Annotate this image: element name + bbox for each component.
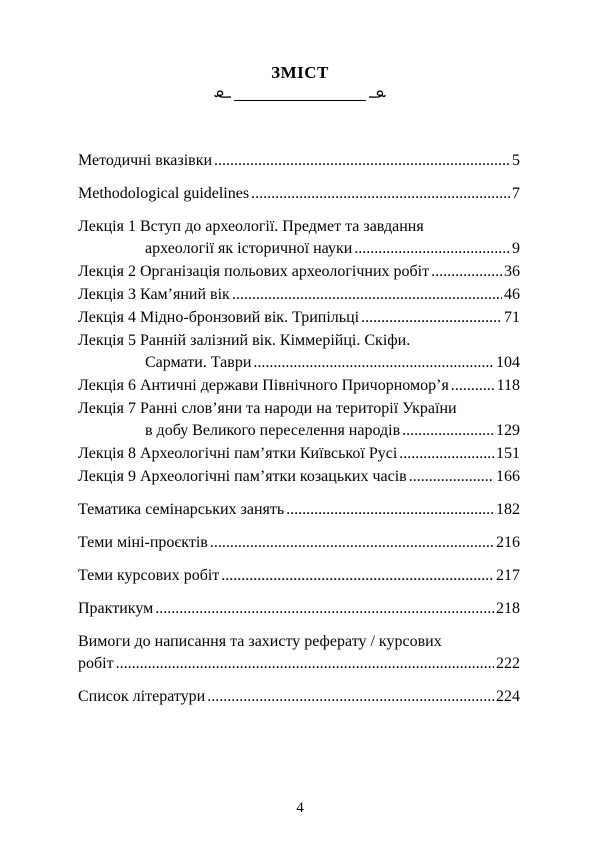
toc-entry-title: Методичні вказівки	[78, 152, 213, 169]
toc-entry-page: 46	[504, 286, 520, 303]
toc-entry-page: 7	[512, 185, 520, 202]
toc-entry[interactable]	[78, 631, 520, 675]
toc-entry-page: 118	[496, 377, 520, 394]
toc-entry-page: 104	[496, 354, 520, 371]
toc-entry-page: 216	[496, 534, 520, 551]
toc-entry-title: Лекція 5 Ранній залізний вік. Кіммерійці. Скіфи.	[78, 332, 411, 349]
toc-entry[interactable]	[78, 150, 520, 172]
dot-leader	[253, 352, 494, 374]
toc-entry-title: Список літератури	[78, 688, 206, 705]
dot-leader	[251, 183, 510, 205]
ornament-rule	[234, 100, 366, 101]
toc-entry-title: Лекція 8 Археологічні пам’ятки Київської Русі	[78, 445, 398, 462]
toc-entry-title: Вимоги до написання та захисту реферату / курсових	[78, 633, 442, 650]
toc-entry[interactable]	[78, 216, 520, 260]
ornament-right-icon	[368, 88, 386, 104]
toc-entry-title: в добу Великого переселення народів	[145, 422, 401, 439]
toc-entry-page: 129	[496, 422, 520, 439]
ornament-left-icon	[214, 88, 232, 104]
toc-entry-title: археології як історичної науки	[145, 240, 353, 257]
toc-entry[interactable]	[78, 466, 520, 488]
dot-leader	[214, 150, 510, 172]
toc-entry-title: Лекція 7 Ранні слов’яни та народи на території України	[78, 400, 457, 417]
toc-entry[interactable]	[78, 183, 520, 205]
toc-entry[interactable]	[78, 307, 520, 329]
dot-leader	[451, 375, 495, 397]
title-ornament	[0, 88, 600, 104]
dot-leader	[354, 238, 510, 260]
toc-entry-page: 224	[496, 688, 520, 705]
toc-entry-page: 218	[496, 600, 520, 617]
toc-entry-page: 9	[512, 240, 520, 257]
toc-entry-title: робіт	[78, 655, 114, 672]
toc-entry-page: 222	[496, 655, 520, 672]
dot-leader	[221, 565, 494, 587]
toc-entry-title: Лекція 3 Кам’яний вік	[78, 286, 230, 303]
toc-entry[interactable]	[78, 565, 520, 587]
toc-entry-title: Лекція 2 Організація польових археологічних робіт	[78, 263, 430, 280]
toc-entry-page: 166	[496, 468, 520, 485]
dot-leader	[409, 466, 494, 488]
toc-entry-title: Теми міні-проєктів	[78, 534, 208, 551]
toc-entry[interactable]	[78, 375, 520, 397]
toc-entry[interactable]	[78, 532, 520, 554]
toc-entry[interactable]	[78, 686, 520, 708]
toc-entry[interactable]	[78, 330, 520, 374]
toc-entry-title: Лекція 9 Археологічні пам’ятки козацьких часів	[78, 468, 407, 485]
table-of-contents	[78, 150, 520, 708]
toc-entry[interactable]	[78, 284, 520, 306]
toc-entry-title: Лекція 1 Вступ до археології. Предмет та завдання	[78, 218, 424, 235]
page-title: ЗМІСТ	[271, 63, 329, 82]
dot-leader	[232, 284, 502, 306]
dot-leader	[361, 307, 502, 329]
page-number: 4	[296, 800, 304, 816]
toc-entry[interactable]	[78, 398, 520, 442]
toc-entry-title: Лекція 6 Античні держави Північного Причорномор’я	[78, 377, 449, 394]
toc-entry-page: 182	[496, 501, 520, 518]
toc-entry-title: Лекція 4 Мідно-бронзовий вік. Трипільці	[78, 309, 360, 326]
toc-entry-page: 36	[504, 263, 520, 280]
toc-entry[interactable]	[78, 598, 520, 620]
toc-entry-page: 151	[496, 445, 520, 462]
toc-entry-title: Methodological guidelines	[78, 185, 250, 202]
toc-entry-title: Теми курсових робіт	[78, 567, 220, 584]
dot-leader	[116, 653, 494, 675]
dot-leader	[210, 532, 494, 554]
dot-leader	[402, 420, 494, 442]
toc-entry-title: Сармати. Таври	[145, 354, 252, 371]
toc-entry[interactable]	[78, 443, 520, 465]
dot-leader	[431, 261, 502, 283]
toc-entry[interactable]	[78, 499, 520, 521]
dot-leader	[399, 443, 494, 465]
toc-entry-page: 217	[496, 567, 520, 584]
dot-leader	[207, 686, 494, 708]
dot-leader	[286, 499, 494, 521]
toc-entry-title: Тематика семінарських занять	[78, 501, 285, 518]
toc-entry-page: 5	[512, 152, 520, 169]
toc-entry-title: Практикум	[78, 600, 154, 617]
toc-entry-page: 71	[504, 309, 520, 326]
toc-entry[interactable]	[78, 261, 520, 283]
dot-leader	[155, 598, 494, 620]
